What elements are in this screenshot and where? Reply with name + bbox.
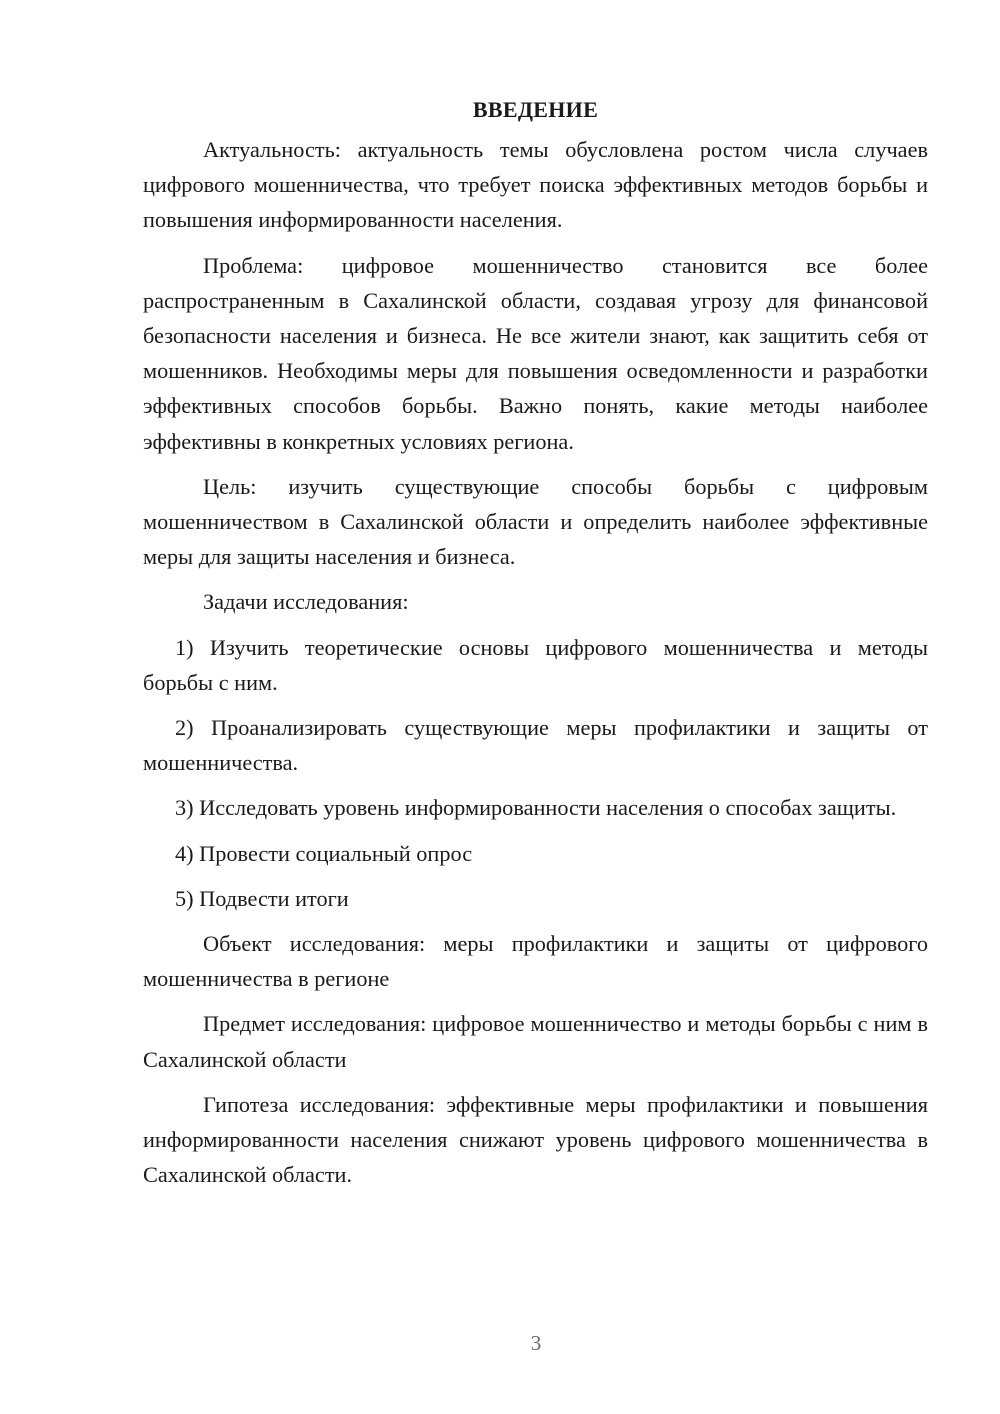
tasks-heading: Задачи исследования: [203, 589, 409, 615]
document-page [143, 92, 928, 1202]
page-number: 3 [530, 1331, 542, 1355]
paragraph-hypothesis: Гипотеза исследования: эффективные меры профилактики и повышения информированности населения снижают уровень цифрового мошенничества в Сахалинской области. [143, 1091, 928, 1188]
paragraph-subject: Предмет исследования: цифровое мошенничество и методы борьбы с ним в Сахалинской области [143, 1011, 928, 1072]
task-item-1: 1) Изучить теоретические основы цифрового мошенничества и методы борьбы с ним. [143, 634, 928, 695]
section-heading: ВВЕДЕНИЕ [472, 97, 599, 122]
task-item-5: 5) Подвести итоги [175, 885, 349, 911]
task-item-3: 3) Исследовать уровень информированности населения о способах защиты. [175, 795, 897, 821]
task-item-2: 2) Проанализировать существующие меры профилактики и защиты от мошенничества. [143, 715, 928, 776]
paragraph-relevance: Актуальность: актуальность темы обусловлена ростом числа случаев цифрового мошенничества, что требует поиска эффективных методов борьбы и повышения информированности населения. [143, 137, 928, 233]
paragraph-goal: Цель: изучить существующие способы борьбы с цифровым мошенничеством в Сахалинской области и определить наиболее эффективные меры для защиты населения и бизнеса. [143, 473, 928, 570]
task-item-4: 4) Провести социальный опрос [175, 840, 473, 866]
paragraph-object: Объект исследования: меры профилактики и защиты от цифрового мошенничества в регионе [143, 931, 928, 992]
paragraph-problem: Проблема: цифровое мошенничество становится все более распространенным в Сахалинской области, создавая угрозу для финансовой безопасности населения и бизнеса. Не все жители знают, как защитить себя от мошенников. Необходимы меры для повышения осведомленности и разработки эффективных способов борьбы. Важно понять, какие методы наиболее эффективны в конкретных условиях региона. [143, 252, 928, 454]
